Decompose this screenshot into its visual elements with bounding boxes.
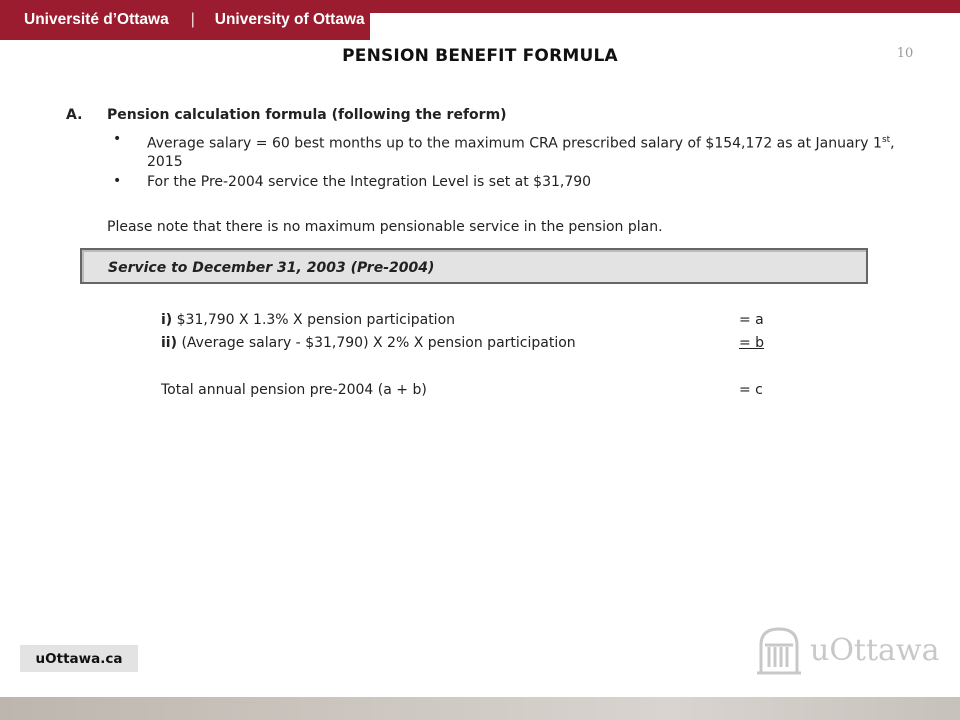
- section-a-heading: [66, 107, 507, 123]
- bullet-item-integration-level: For the Pre-2004 service the Integration Level is set at $31,790: [147, 174, 592, 190]
- header-bar: [0, 0, 960, 40]
- note-text: Please note that there is no maximum pensionable service in the pension plan.: [107, 219, 663, 235]
- bullet-icon: •: [113, 173, 122, 189]
- formula-line-i: i) $31,790 X 1.3% X pension participation: [161, 312, 456, 328]
- university-name-fr: Université d’Ottawa: [24, 11, 169, 28]
- website-label: uOttawa.ca: [20, 645, 138, 672]
- slide-title: PENSION BENEFIT FORMULA: [342, 46, 618, 66]
- bullet-icon: •: [113, 131, 122, 147]
- section-label: A.: [66, 107, 83, 123]
- footer-bar: [0, 697, 960, 720]
- service-period-box: [80, 248, 868, 284]
- bullet-item-average-salary: Average salary = 60 best months up to the maximum CRA prescribed salary of $154,172 as at January 1st, 2015: [147, 135, 895, 170]
- logo-wordmark: uOttawa: [810, 633, 940, 668]
- university-name-en: University of Ottawa: [214, 11, 365, 28]
- section-heading-text: Pension calculation formula (following the reform): [107, 107, 507, 123]
- building-icon: [755, 625, 803, 677]
- university-banner: [0, 0, 370, 40]
- formula-result-a: = a: [739, 312, 764, 328]
- ordinal-superscript: st: [881, 135, 891, 145]
- banner-separator: |: [190, 11, 195, 28]
- formula-result-b: = b: [739, 335, 765, 351]
- uottawa-logo: [755, 625, 945, 677]
- formula-total: Total annual pension pre-2004 (a + b): [161, 382, 427, 398]
- formula-line-ii: ii) (Average salary - $31,790) X 2% X pension participation: [161, 335, 576, 351]
- service-period-label: Service to December 31, 2003 (Pre-2004): [108, 260, 435, 276]
- page-number: 10: [896, 46, 914, 61]
- formula-result-c: = c: [739, 382, 763, 398]
